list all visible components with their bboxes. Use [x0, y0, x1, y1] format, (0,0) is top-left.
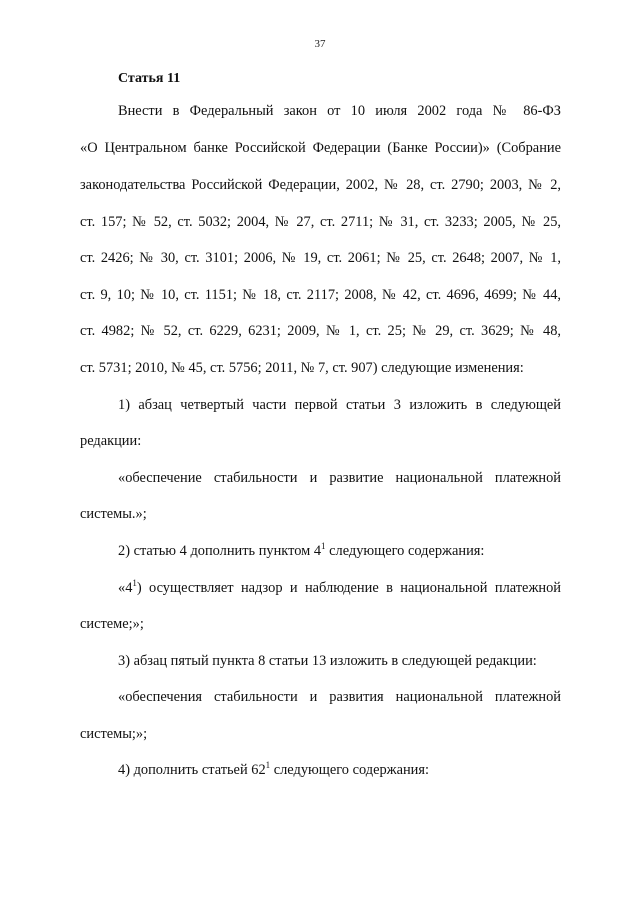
quote-1-line: «обеспечение стабильности и развитие национальной платежной	[118, 470, 561, 486]
quote-2-line: системе;»;	[80, 616, 144, 632]
item-4-text-end: следующего содержания:	[270, 762, 429, 778]
paragraph-line: ст. 5731; 2010, № 45, ст. 5756; 2011, № 7, ст. 907) следующие изменения:	[80, 360, 524, 376]
paragraph-line: ст. 9, 10; № 10, ст. 1151; № 18, ст. 2117; 2008, № 42, ст. 4696, 4699; № 44,	[80, 287, 561, 303]
article-title: Статья 11	[118, 71, 181, 86]
item-4-line	[118, 760, 429, 780]
quote-2-open: «4	[118, 580, 133, 596]
quote-3-line: «обеспечения стабильности и развития национальной платежной	[118, 689, 561, 705]
item-1-line: 1) абзац четвертый части первой статьи 3 изложить в следующей	[118, 397, 561, 413]
item-2-line	[118, 541, 484, 561]
quote-1-line: системы.»;	[80, 506, 147, 522]
quote-2-line	[118, 578, 561, 598]
item-2-text-end: следующего содержания:	[325, 543, 485, 559]
item-2-text: 2) статью 4 дополнить пунктом 4	[118, 543, 322, 559]
quote-2-text: ) осуществляет надзор и наблюдение в национальной платежной	[136, 580, 561, 596]
quote-2-superscript: 1	[132, 578, 137, 588]
item-1-line: редакции:	[80, 433, 142, 449]
paragraph-line: ст. 157; № 52, ст. 5032; 2004, № 27, ст. 2711; № 31, ст. 3233; 2005, № 25,	[80, 214, 561, 230]
item-4-superscript: 1	[265, 760, 271, 770]
paragraph-line: законодательства Российской Федерации, 2002, № 28, ст. 2790; 2003, № 2,	[80, 177, 561, 193]
paragraph-line: ст. 2426; № 30, ст. 3101; 2006, № 19, ст. 2061; № 25, ст. 2648; 2007, № 1,	[80, 250, 561, 266]
paragraph-line: ст. 4982; № 52, ст. 6229, 6231; 2009, № 1, ст. 25; № 29, ст. 3629; № 48,	[80, 323, 561, 339]
quote-3-line: системы;»;	[80, 726, 148, 742]
item-4-text: 4) дополнить статьей 62	[118, 762, 266, 778]
item-2-superscript: 1	[321, 541, 326, 551]
item-3-line: 3) абзац пятый пункта 8 статьи 13 изложить в следующей редакции:	[118, 653, 537, 669]
paragraph-line: «О Центральном банке Российской Федерации (Банке России)» (Собрание	[80, 140, 561, 156]
paragraph-line: Внести в Федеральный закон от 10 июля 2002 года № 86-ФЗ	[118, 103, 561, 119]
page-number: 37	[314, 38, 326, 50]
